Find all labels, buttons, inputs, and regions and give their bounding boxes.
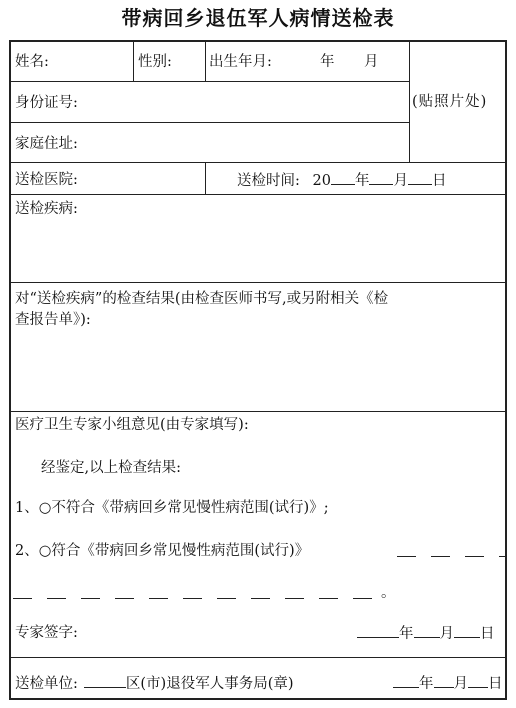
col-divider <box>205 42 206 82</box>
blank-dash[interactable] <box>251 598 270 599</box>
col-divider <box>409 42 410 163</box>
blank-dash[interactable] <box>465 556 484 557</box>
row-divider <box>11 657 505 658</box>
row-divider <box>11 81 409 82</box>
year-char: 年 <box>419 676 434 692</box>
blank-dash[interactable] <box>319 598 338 599</box>
unit-row <box>15 674 294 693</box>
birth-year: 年 <box>320 54 335 70</box>
blank-dash[interactable] <box>149 598 168 599</box>
month-blank[interactable] <box>434 674 454 688</box>
exam-time-label: 送检时间: <box>237 173 300 189</box>
hospital-label: 送检医院: <box>15 172 78 188</box>
row-divider <box>11 162 505 163</box>
expert-opinion-label: 医疗卫生专家小组意见(由专家填写): <box>15 417 249 433</box>
unit-date <box>393 674 503 693</box>
col-divider <box>133 42 134 82</box>
day-char: 日 <box>431 173 447 189</box>
month-char: 月 <box>453 676 468 692</box>
day-char: 日 <box>488 676 503 692</box>
birth-month: 月 <box>364 54 379 70</box>
exam-time <box>237 171 446 190</box>
month-char: 月 <box>439 626 454 642</box>
blank-dash[interactable] <box>353 598 372 599</box>
address-label: 家庭住址: <box>15 136 78 152</box>
blank-dash[interactable] <box>81 598 100 599</box>
result-label-line1: 对“送检疾病”的检查结果(由检查医师书写,或另附相关《检 <box>15 291 389 307</box>
blank-dash[interactable] <box>13 598 32 599</box>
year-char: 年 <box>399 626 414 642</box>
row-divider <box>11 194 505 195</box>
birth-label: 出生年月: <box>209 54 272 70</box>
day-blank[interactable] <box>468 674 488 688</box>
blank-dash[interactable] <box>183 598 202 599</box>
unit-text: 区(市)退役军人事务局(章) <box>125 676 294 692</box>
option-conform: 2、○符合《带病回乡常见慢性病范围(试行)》 <box>15 543 310 559</box>
photo-placeholder: (贴照片处) <box>412 94 488 110</box>
unit-label: 送检单位: <box>15 676 78 692</box>
day-blank[interactable] <box>454 624 480 638</box>
appraisal-text: 经鉴定,以上检查结果: <box>41 460 181 476</box>
disease-label: 送检疾病: <box>15 201 78 217</box>
year-blank[interactable] <box>331 171 355 185</box>
row-divider <box>11 282 505 283</box>
blank-dash[interactable] <box>431 556 450 557</box>
row-divider <box>11 122 409 123</box>
blank-dash[interactable] <box>499 556 505 557</box>
inspection-form <box>9 40 507 700</box>
name-label: 姓名: <box>15 54 49 70</box>
year-char: 年 <box>354 173 370 189</box>
month-blank[interactable] <box>369 171 393 185</box>
option-not-conform: 1、○不符合《带病回乡常见慢性病范围(试行)》; <box>15 500 329 516</box>
exam-time-prefix: 20 <box>312 173 331 189</box>
blank-dash[interactable] <box>217 598 236 599</box>
expert-signature-label: 专家签字: <box>15 625 78 641</box>
form-title: 带病回乡退伍军人病情送检表 <box>121 6 395 30</box>
blank-dash[interactable] <box>47 598 66 599</box>
day-char: 日 <box>480 626 495 642</box>
signature-date <box>357 624 495 643</box>
day-blank[interactable] <box>408 171 432 185</box>
year-blank[interactable] <box>393 674 419 688</box>
month-char: 月 <box>393 173 408 189</box>
blank-dash[interactable] <box>397 556 416 557</box>
blank-dash[interactable] <box>115 598 134 599</box>
gender-label: 性别: <box>138 54 172 70</box>
blank-dash[interactable] <box>285 598 304 599</box>
row-divider <box>11 411 505 412</box>
col-divider <box>205 162 206 195</box>
period-mark: 。 <box>381 585 396 601</box>
year-blank[interactable] <box>357 624 399 638</box>
district-blank[interactable] <box>84 674 126 688</box>
month-blank[interactable] <box>414 624 440 638</box>
id-number-label: 身份证号: <box>15 95 78 111</box>
result-label-line2: 查报告单》): <box>15 312 91 328</box>
